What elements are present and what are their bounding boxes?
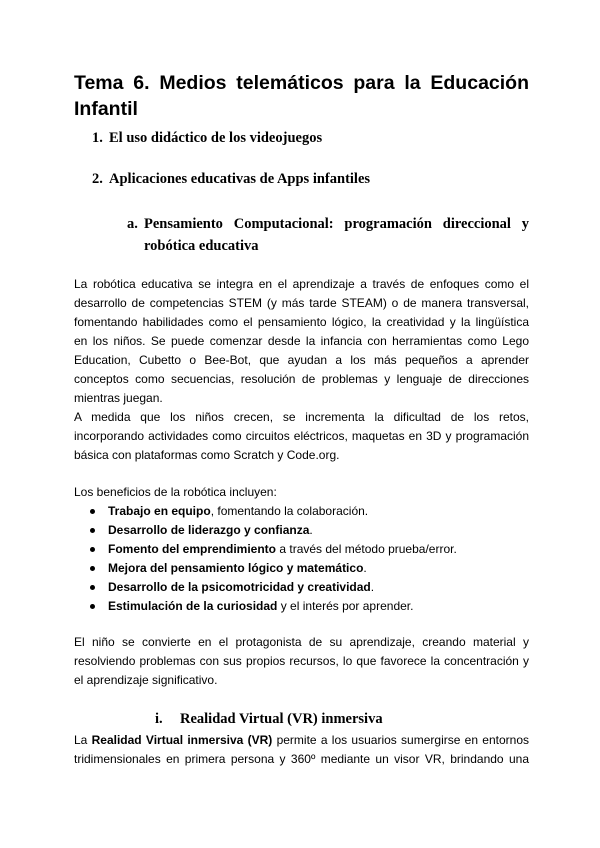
benefits-list xyxy=(74,502,529,616)
text-line: en los niños. Se puede comenzar desde la infancia con herramientas como Lego xyxy=(74,334,529,348)
bullet-icon xyxy=(90,509,95,514)
vr-paragraph xyxy=(74,731,529,769)
subsection-heading-i xyxy=(155,710,383,728)
benefit-bold: Desarrollo de liderazgo y confianza xyxy=(108,523,310,537)
subsection-line-1: Pensamiento Computacional: programación direccional y xyxy=(144,216,529,232)
benefit-rest: , fomentando la colaboración. xyxy=(210,504,369,518)
text-line: tridimensionales en primera persona y 360º mediante un visor VR, brindando una xyxy=(74,752,529,766)
vr-prefix: La xyxy=(74,733,92,747)
text-line: El niño se convierte en el protagonista de su aprendizaje, creando material y xyxy=(74,635,529,649)
section-label: El uso didáctico de los videojuegos xyxy=(109,130,323,146)
benefit-rest: y el interés por aprender. xyxy=(277,599,414,613)
section-number: 1. xyxy=(92,130,103,146)
text-line: A medida que los niños crecen, se incrementa la dificultad de los retos, xyxy=(74,410,529,424)
section-label: Aplicaciones educativas de Apps infantiles xyxy=(109,171,371,187)
subsection-line-2: robótica educativa xyxy=(144,238,259,254)
title-line-1: Tema 6. Medios telemáticos para la Educación xyxy=(74,72,529,94)
text-line: básica con plataformas como Scratch y Code.org. xyxy=(74,448,340,462)
benefit-bold: Fomento del emprendimiento xyxy=(108,542,277,556)
section-number: 2. xyxy=(92,171,103,187)
benefits-intro xyxy=(74,483,529,502)
text-line: conceptos como secuencias, resolución de problemas y lenguaje de direcciones xyxy=(74,372,529,386)
benefit-bold: Estimulación de la curiosidad xyxy=(108,599,278,613)
subsection-heading-a xyxy=(127,213,529,257)
text-line: Education, Cubetto o Bee-Bot, que ayudan a los más pequeños a aprender xyxy=(74,353,529,367)
text-line: el aprendizaje significativo. xyxy=(74,673,218,687)
subsection-numeral: i. xyxy=(155,711,163,727)
title-line-2: Infantil xyxy=(74,98,138,120)
text-line: resolviendo problemas con sus propios recursos, lo que favorece la concentración y xyxy=(74,654,529,668)
text-line: La robótica educativa se integra en el aprendizaje a través de enfoques como el xyxy=(74,277,529,291)
bullet-icon xyxy=(90,585,95,590)
list-item xyxy=(74,540,529,559)
text-line xyxy=(74,731,529,750)
subsection-label: Realidad Virtual (VR) inmersiva xyxy=(180,711,383,727)
benefit-bold: Mejora del pensamiento lógico y matemático xyxy=(108,561,364,575)
page-title xyxy=(74,70,529,122)
section-heading-2 xyxy=(92,170,370,188)
benefit-bold: Trabajo en equipo xyxy=(108,504,211,518)
vr-bold: Realidad Virtual inmersiva (VR) xyxy=(91,733,273,747)
text-line: Los beneficios de la robótica incluyen: xyxy=(74,485,277,499)
benefit-rest: a través del método prueba/error. xyxy=(276,542,457,556)
benefit-rest: . xyxy=(363,561,367,575)
list-item xyxy=(74,578,529,597)
subsection-letter: a. xyxy=(127,216,138,232)
bullet-icon xyxy=(90,547,95,552)
list-item xyxy=(74,521,529,540)
list-item xyxy=(74,502,529,521)
text-line: incorporando actividades como circuitos eléctricos, maquetas en 3D y programación xyxy=(74,429,529,443)
benefit-rest: . xyxy=(309,523,313,537)
bullet-icon xyxy=(90,566,95,571)
protagonist-paragraph xyxy=(74,633,529,690)
vr-line1-rest: permite a los usuarios sumergirse en entornos xyxy=(272,733,529,747)
text-line: fomentando habilidades como el pensamiento lógico, la creatividad y la lingüística xyxy=(74,315,529,329)
benefit-bold: Desarrollo de la psicomotricidad y creatividad xyxy=(108,580,371,594)
list-item xyxy=(74,559,529,578)
intro-paragraph xyxy=(74,275,529,465)
benefit-rest: . xyxy=(370,580,375,594)
section-heading-1 xyxy=(92,129,322,147)
text-line: desarrollo de competencias STEM (y más tarde STEAM) o de manera transversal, xyxy=(74,296,529,310)
list-item xyxy=(74,597,529,616)
text-line: mientras juegan. xyxy=(74,391,163,405)
bullet-icon xyxy=(90,528,95,533)
bullet-icon xyxy=(90,604,95,609)
